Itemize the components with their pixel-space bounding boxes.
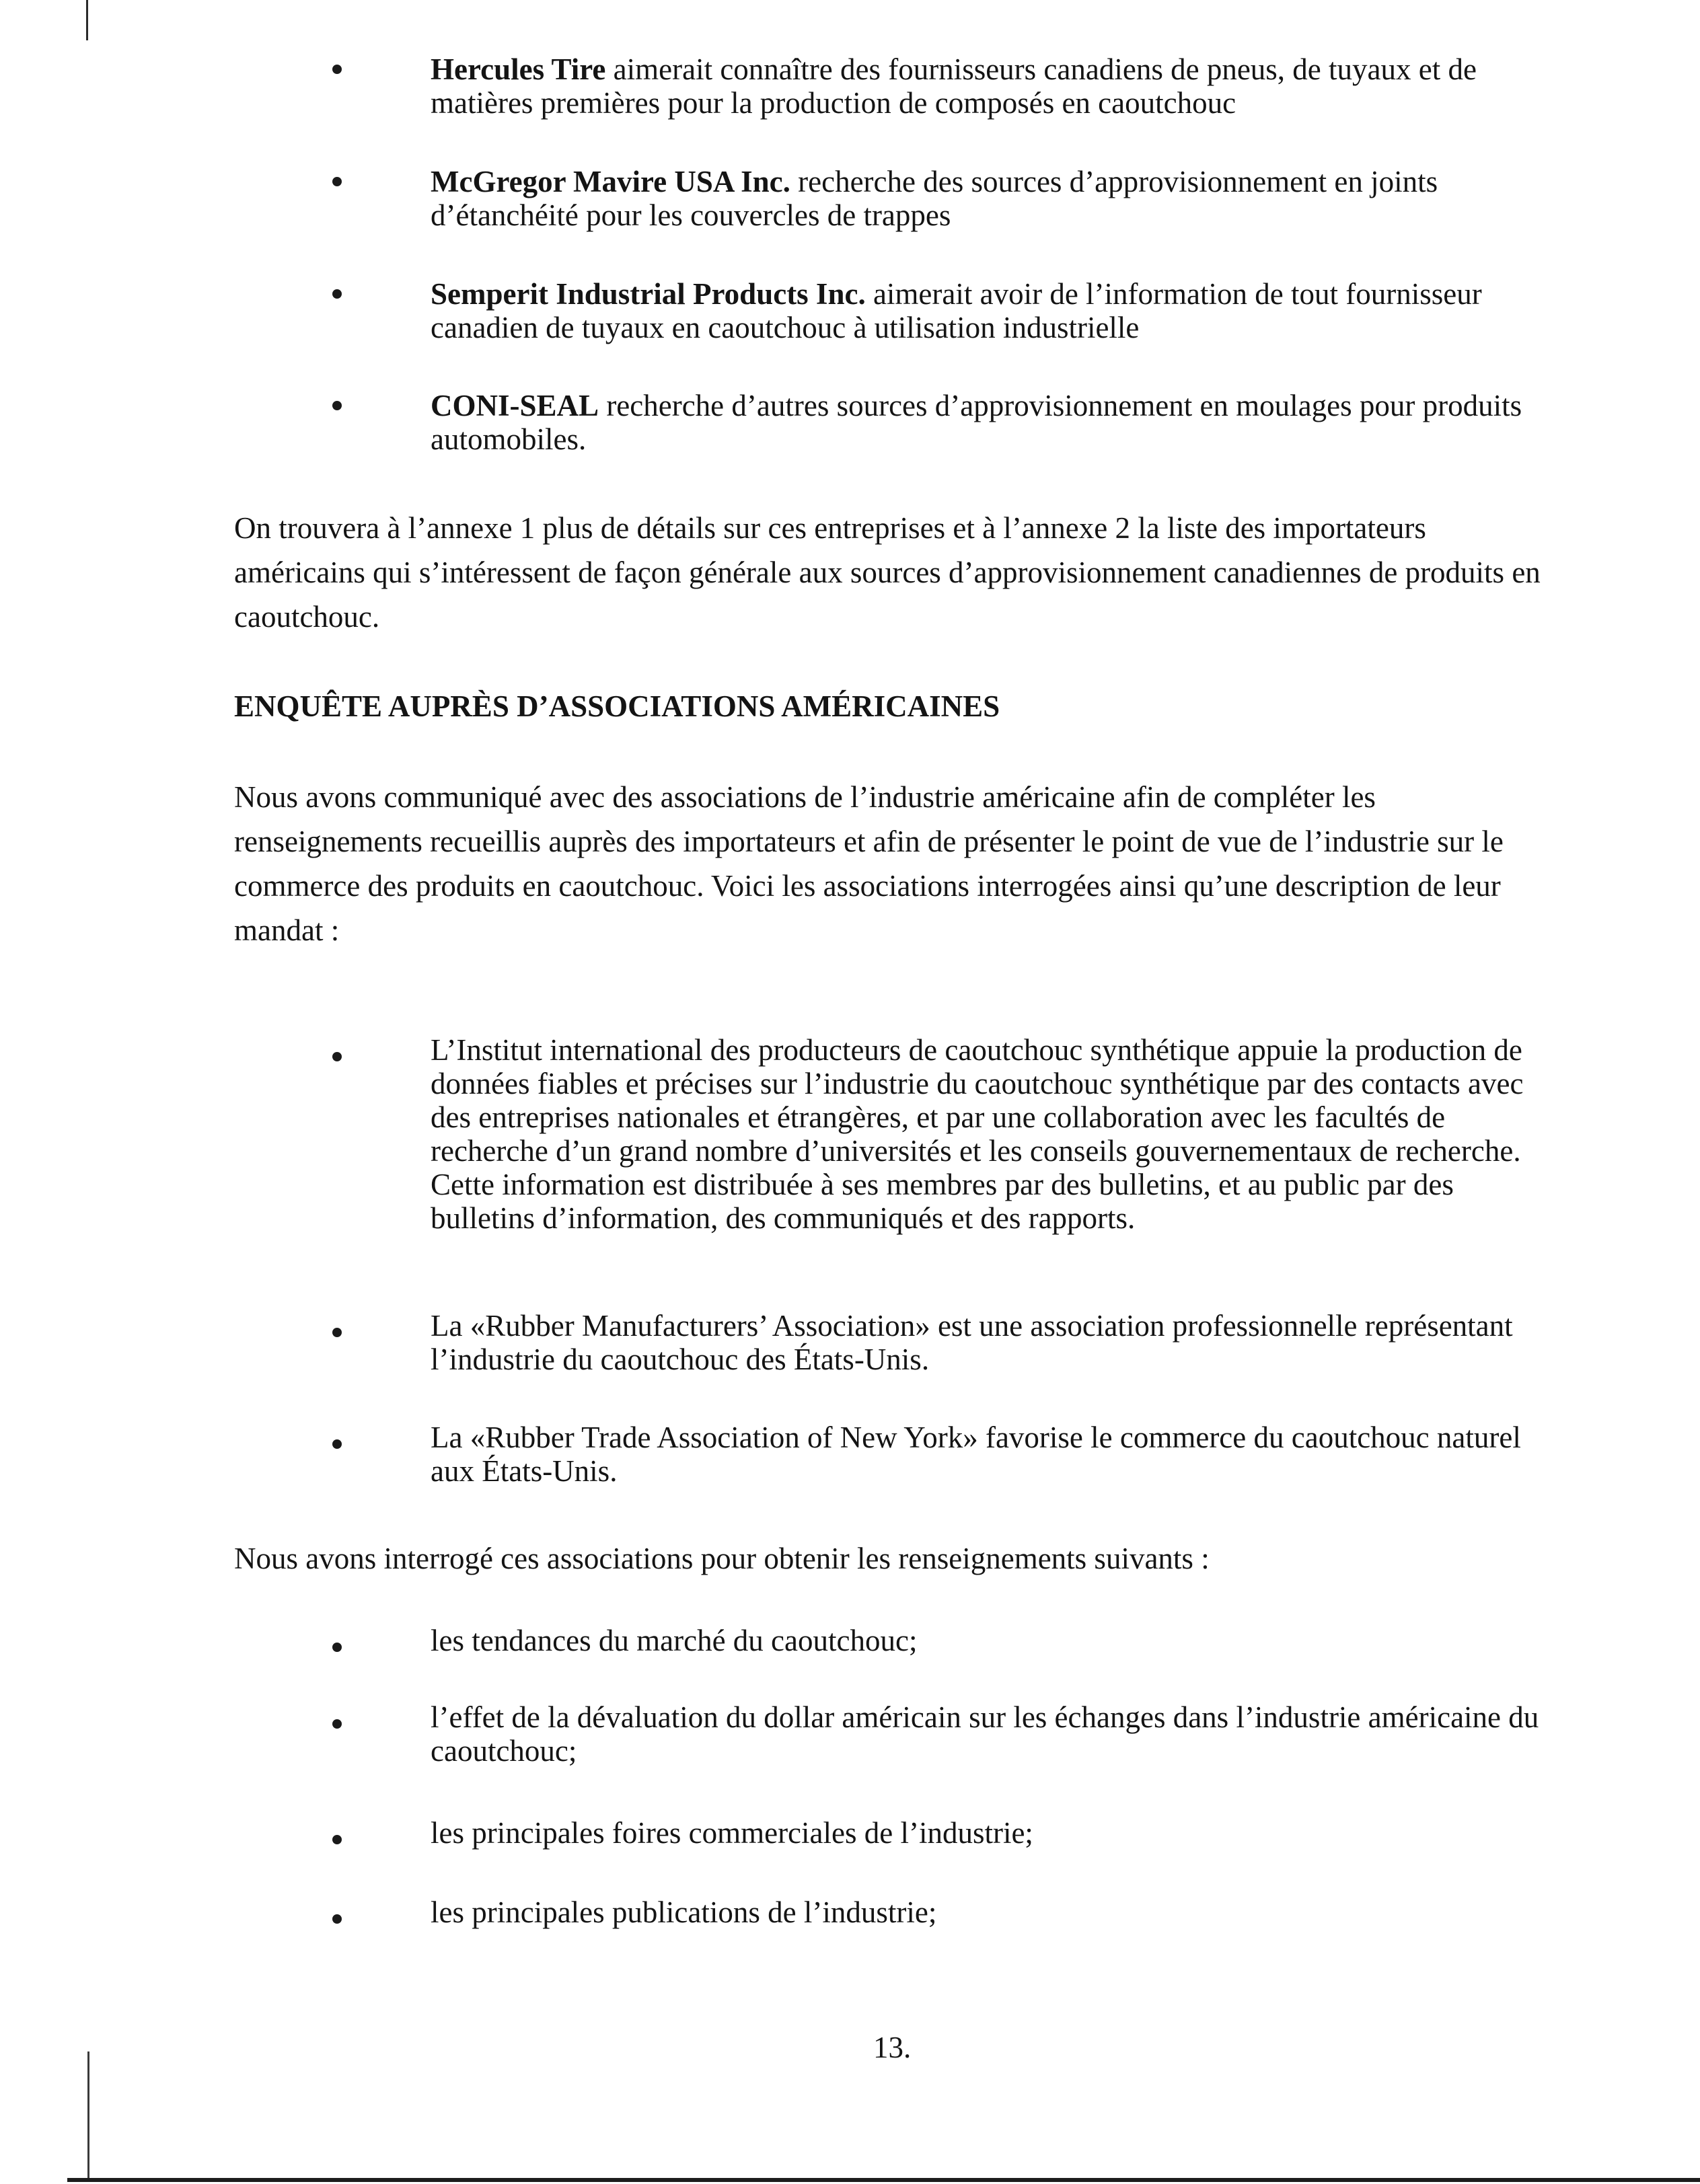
- association-description: La «Rubber Manufacturers’ Association» est une association professionnelle représentant l’industrie du caoutchouc des États-Unis.: [431, 1309, 1513, 1376]
- bullet-icon: [332, 289, 342, 299]
- bullet-icon: [332, 1643, 342, 1652]
- importer-description: [431, 165, 1561, 232]
- section-heading: ENQUÊTE AUPRÈS D’ASSOCIATIONS AMÉRICAINES: [234, 689, 1000, 723]
- associations-intro-paragraph: Nous avons communiqué avec des associations de l’industrie américaine afin de compléter les renseignements recueillis auprès des importateurs et afin de présenter le point de vue de l’industrie sur le commerce des produits en caoutchouc. Voici les associations interrogées ainsi qu’une description de leur mandat :: [234, 780, 1504, 947]
- topic-text: les principales foires commerciales de l’industrie;: [431, 1816, 1033, 1850]
- annex-paragraph: On trouvera à l’annexe 1 plus de détails sur ces entreprises et à l’annexe 2 la liste des importateurs américains qui s’intéressent de façon générale aux sources d’approvisionnement canadiennes de produits en caoutchouc.: [234, 511, 1541, 634]
- topics-intro-paragraph: Nous avons interrogé ces associations pour obtenir les renseignements suivants :: [234, 1542, 1210, 1575]
- bullet-icon: [332, 1914, 342, 1924]
- topic-text: les principales publications de l’industrie;: [431, 1895, 937, 1929]
- scan-edge-mark-top: [86, 0, 88, 40]
- bullet-icon: [332, 1719, 342, 1729]
- company-name: McGregor Mavire USA Inc.: [431, 165, 790, 198]
- scan-edge-mark-bottom: [87, 2051, 89, 2179]
- company-name: Hercules Tire: [431, 52, 606, 86]
- bullet-icon: [332, 177, 342, 186]
- bullet-icon: [332, 401, 342, 410]
- bullet-icon: [332, 1052, 342, 1061]
- bullet-icon: [332, 1328, 342, 1337]
- importer-request: aimerait avoir de l’information de tout fournisseur canadien de tuyaux en caoutchouc à utilisation industrielle: [431, 277, 1482, 344]
- scan-bottom-edge: [67, 2178, 1700, 2182]
- importer-description: [431, 277, 1561, 344]
- bullet-icon: [332, 1439, 342, 1449]
- page-number: 13.: [873, 2031, 912, 2064]
- importer-request: aimerait connaître des fournisseurs canadiens de pneus, de tuyaux et de matières premières pour la production de composés en caoutchouc: [431, 52, 1477, 120]
- importer-request: recherche des sources d’approvisionnement en joints d’étanchéité pour les couvercles de trappes: [431, 165, 1438, 232]
- importer-description: [431, 52, 1561, 120]
- topic-text: l’effet de la dévaluation du dollar américain sur les échanges dans l’industrie américaine du caoutchouc;: [431, 1700, 1539, 1768]
- bullet-icon: [332, 65, 342, 74]
- association-description: La «Rubber Trade Association of New York» favorise le commerce du caoutchouc naturel aux États-Unis.: [431, 1421, 1521, 1488]
- company-name: CONI-SEAL: [431, 389, 599, 422]
- company-name: Semperit Industrial Products Inc.: [431, 277, 866, 311]
- importer-description: [431, 389, 1561, 456]
- bullet-icon: [332, 1835, 342, 1844]
- importer-request: recherche d’autres sources d’approvisionnement en moulages pour produits automobiles.: [431, 389, 1522, 456]
- association-description: L’Institut international des producteurs de caoutchouc synthétique appuie la production de données fiables et précises sur l’industrie du caoutchouc synthétique par des contacts avec des entreprises nationales et étrangères, et par une collaboration avec les facultés de recherche d’un grand nombre d’universités et les conseils gouvernementaux de recherche. Cette information est distribuée à ses membres par des bulletins, et au public par des bulletins d’information, des communiqués et des rapports.: [431, 1033, 1524, 1235]
- topic-text: les tendances du marché du caoutchouc;: [431, 1624, 918, 1657]
